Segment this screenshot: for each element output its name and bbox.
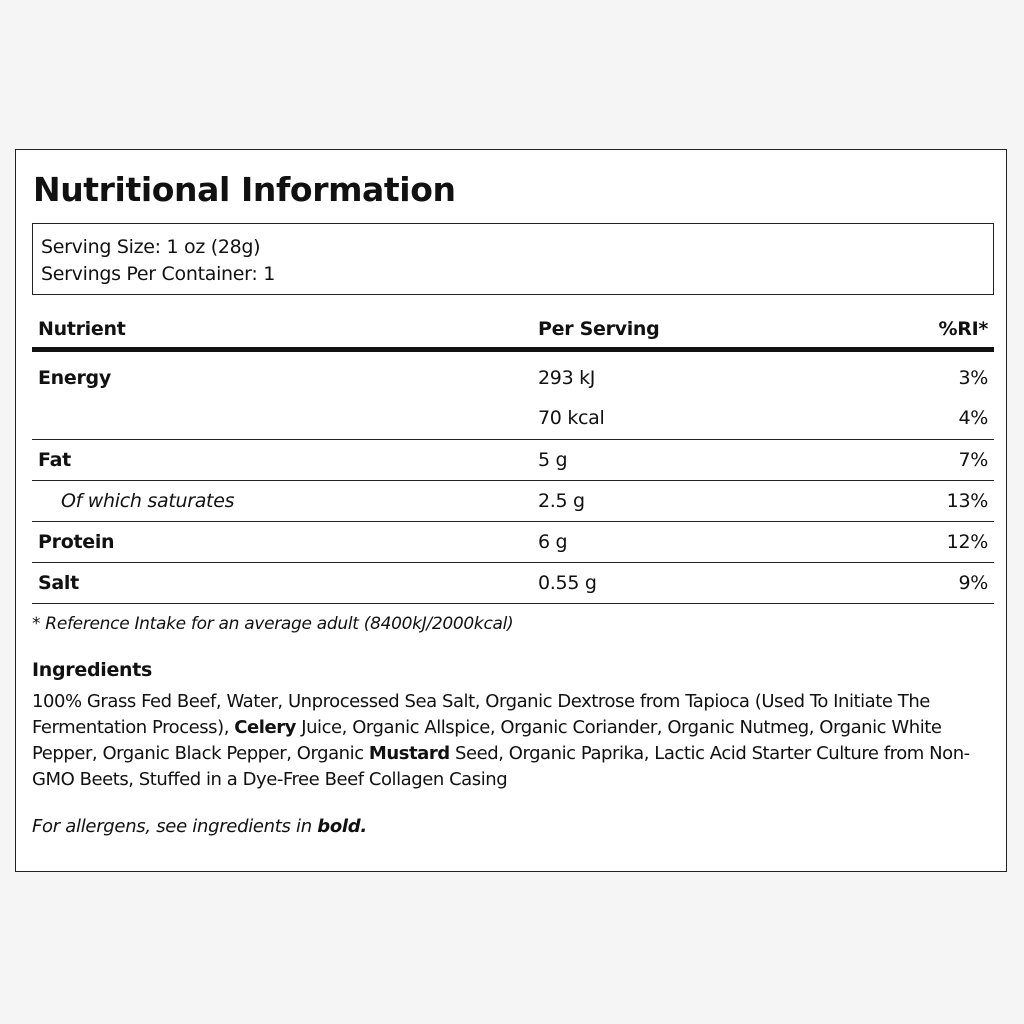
per-serving-value: 6 g	[538, 531, 568, 553]
allergen-note-emphasis: bold.	[317, 816, 367, 837]
per-serving-value: 0.55 g	[538, 572, 597, 594]
table-row-fat	[32, 440, 994, 481]
per-serving-value: 70 kcal	[538, 407, 605, 429]
reference-intake-footnote: * Reference Intake for an average adult (8400kJ/2000kcal)	[32, 614, 514, 634]
servings-per-container: Servings Per Container: 1	[41, 263, 275, 285]
nutrient-name: Energy	[38, 367, 111, 389]
ri-value: 7%	[958, 449, 988, 471]
table-row-saturates	[32, 481, 994, 522]
ri-value: 3%	[958, 367, 988, 389]
ingredients-list	[32, 689, 997, 793]
serving-size: Serving Size: 1 oz (28g)	[41, 236, 261, 258]
serving-info-box	[32, 223, 994, 295]
nutrition-label-card	[15, 149, 1007, 872]
table-row-energy-kcal	[32, 400, 994, 440]
per-serving-value: 293 kJ	[538, 367, 596, 389]
allergen-celery: Celery	[234, 717, 296, 738]
table-row-salt	[32, 563, 994, 604]
allergen-note	[32, 814, 367, 840]
ingredients-text-part: Juice, Organic Allspice, Organic Coriander, Organic Nutmeg, Organic White Pepper, Organic Black Pepper, Organic	[32, 717, 942, 764]
ri-value: 12%	[946, 531, 988, 553]
ingredients-text-part: 100% Grass Fed Beef, Water, Unprocessed Sea Salt, Organic Dextrose from Tapioca (Used To Initiate The Fermentation Process),	[32, 691, 930, 738]
nutrient-name: Salt	[38, 572, 79, 594]
nutrient-name: Protein	[38, 531, 115, 553]
allergen-mustard: Mustard	[368, 743, 450, 764]
per-serving-value: 2.5 g	[538, 490, 585, 512]
table-header-row	[32, 305, 994, 352]
header-per-serving: Per Serving	[538, 318, 660, 340]
header-ri: %RI*	[938, 318, 988, 340]
allergen-note-prefix: For allergens, see ingredients in	[32, 816, 318, 837]
ingredients-text-part: Seed, Organic Paprika, Lactic Acid Starter Culture from Non-GMO Beets, Stuffed in a Dye-Free Beef Collagen Casing	[32, 743, 970, 790]
ri-value: 13%	[946, 490, 988, 512]
ri-value: 9%	[958, 572, 988, 594]
ri-value: 4%	[958, 407, 988, 429]
nutrition-table	[32, 305, 994, 604]
table-row-protein	[32, 522, 994, 563]
table-row-energy-kj	[32, 352, 994, 400]
header-nutrient: Nutrient	[38, 318, 126, 340]
ingredients-heading: Ingredients	[32, 659, 153, 681]
nutrient-name: Of which saturates	[61, 490, 235, 512]
per-serving-value: 5 g	[538, 449, 568, 471]
nutrient-name: Fat	[38, 449, 71, 471]
label-title: Nutritional Information	[33, 170, 456, 209]
